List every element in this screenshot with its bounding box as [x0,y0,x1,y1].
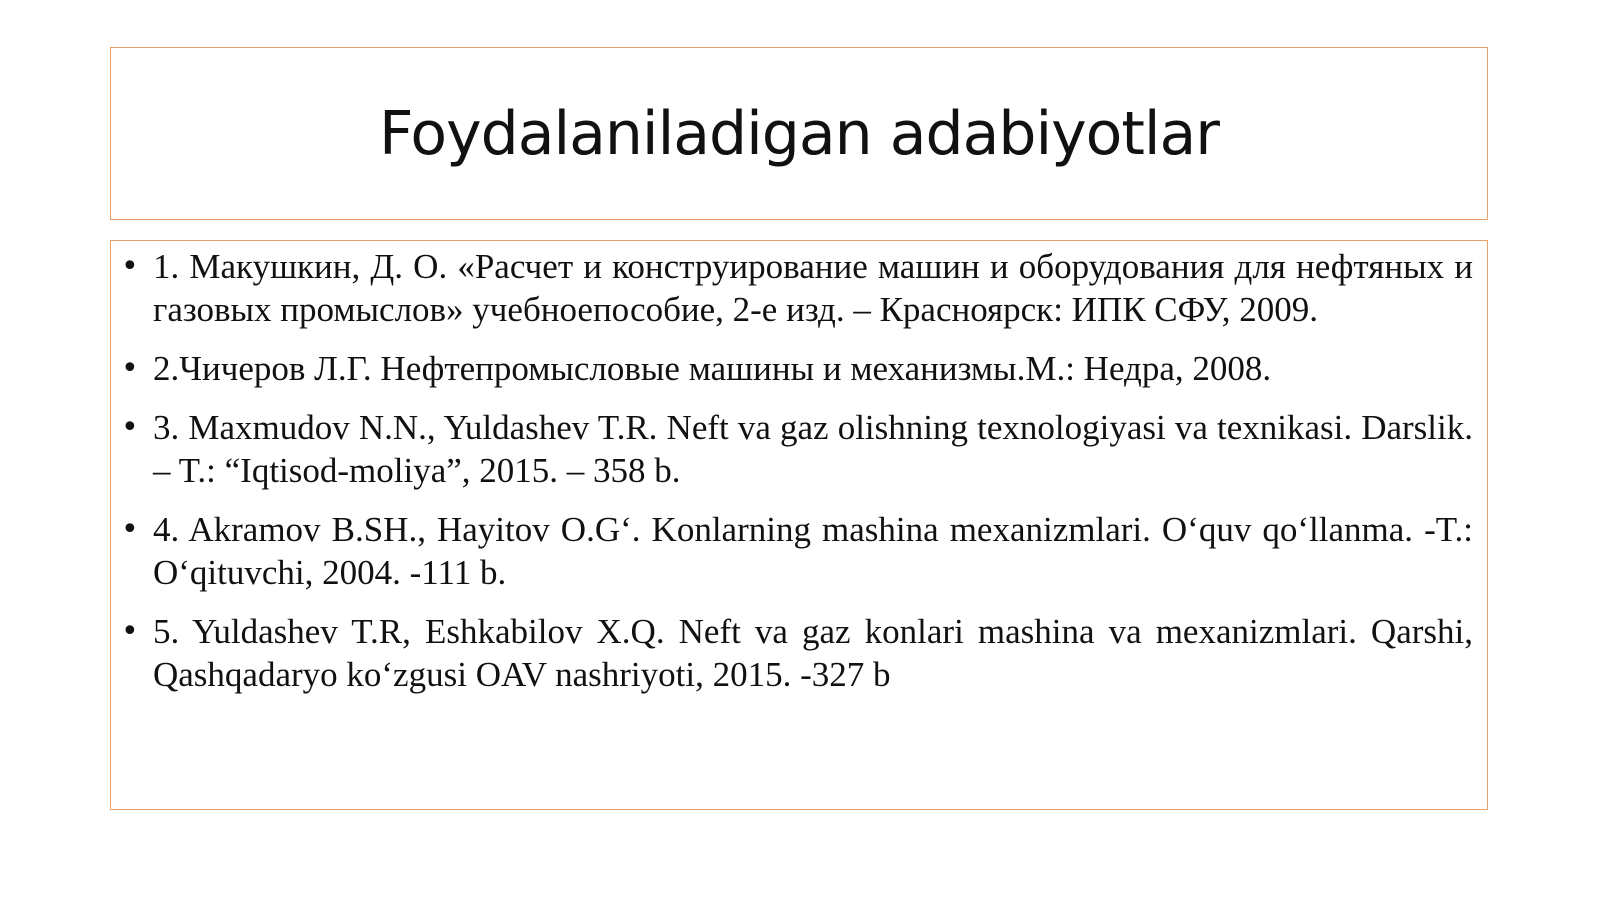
reference-text: 2.Чичеров Л.Г. Нефтепромысловые машины и механизмы.М.: Недра, 2008. [153,349,1272,388]
reference-text: 4. Akramov B.SH., Hayitov O.G‘. Konlarning mashina mexanizmlari. O‘quv qo‘llanma. -T.: O‘qituvchi, 2004. -111 b. [153,510,1473,592]
content-placeholder [110,240,1488,810]
title-placeholder [110,47,1488,220]
bullet-icon: • [121,410,139,445]
bullet-icon: • [121,351,139,386]
bullet-icon: • [121,249,139,284]
reference-item [121,245,1473,331]
reference-item [121,508,1473,594]
bullet-icon: • [121,512,139,547]
reference-item [121,406,1473,492]
reference-item [121,610,1473,696]
reference-text: 5. Yuldashev T.R, Eshkabilov X.Q. Neft va gaz konlari mashina va mexanizmlari. Qarshi, Qashqadaryo ko‘zgusi OAV nashriyoti, 2015. -327 b [153,612,1473,694]
reference-item [121,347,1473,390]
reference-list [121,245,1473,696]
reference-text: 3. Maxmudov N.N., Yuldashev T.R. Neft va gaz olishning texnologiyasi va texnikasi. Darslik. – T.: “Iqtisod-moliya”, 2015. – 358 b. [153,408,1473,490]
slide-title: Foydalaniladigan adabiyotlar [379,98,1219,169]
bullet-icon: • [121,614,139,649]
reference-text: 1. Макушкин, Д. О. «Расчет и конструирование машин и оборудования для нефтяных и газовых промыслов» учебноепособие, 2-е изд. – Красноярск: ИПК СФУ, 2009. [153,247,1473,329]
